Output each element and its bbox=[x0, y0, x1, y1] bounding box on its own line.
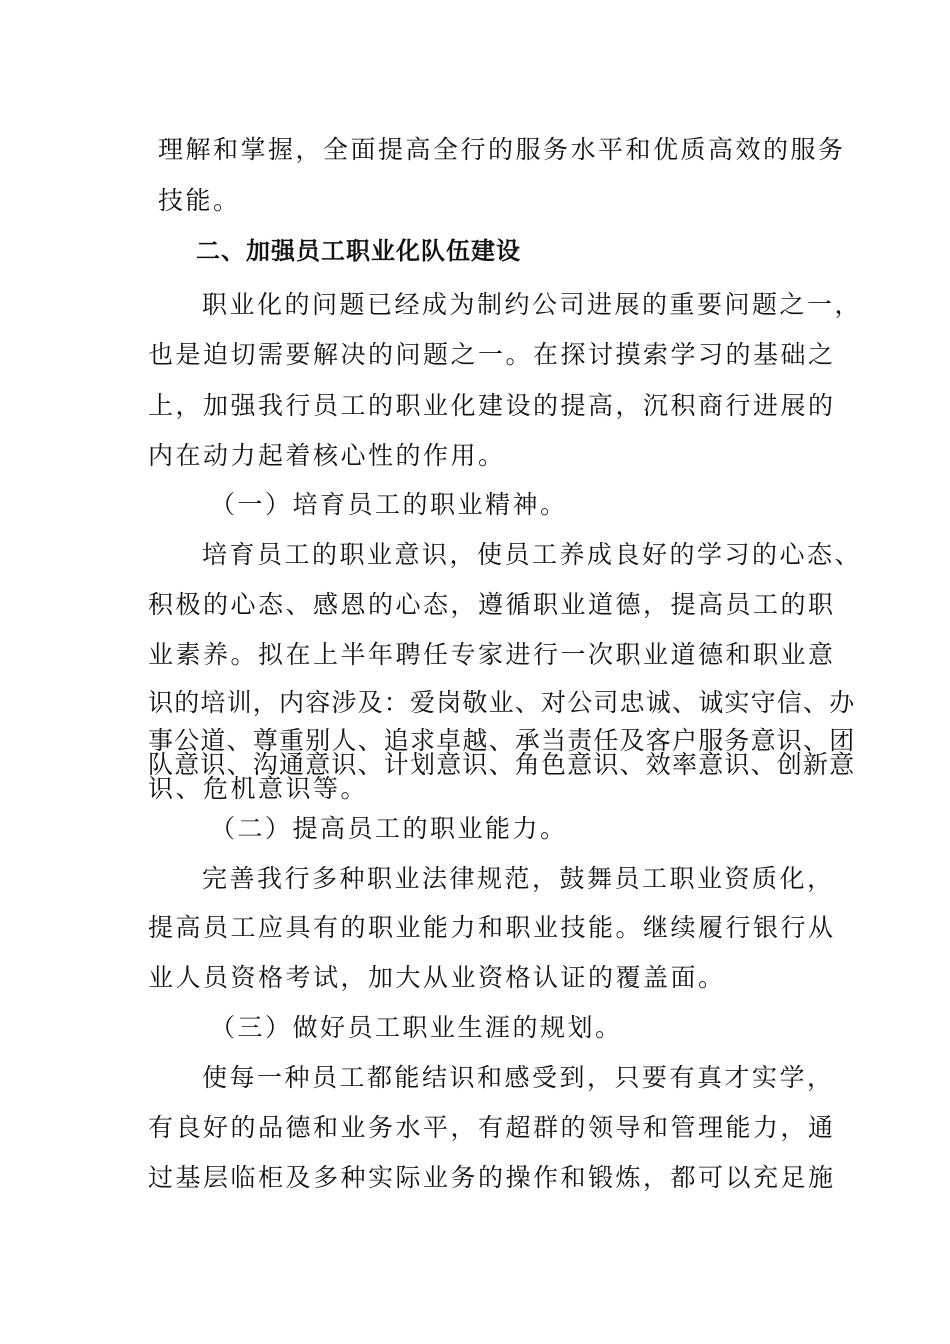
paragraph-line: 培育员工的职业意识，使员工养成良好的学习的心态、 bbox=[202, 540, 863, 569]
paragraph-line: 使每一种员工都能结识和感受到，只要有真才实学， bbox=[202, 1063, 835, 1092]
paragraph-line: 职业化的问题已经成为制约公司进展的重要问题之一， bbox=[202, 290, 863, 319]
paragraph-line: 识、危机意识等。 bbox=[148, 774, 369, 803]
paragraph-line: 完善我行多种职业法律规范，鼓舞员工职业资质化， bbox=[202, 864, 835, 893]
paragraph-line: 事公道、尊重别人、追求卓越、承当责任及客户服务意识、团 bbox=[148, 726, 856, 755]
paragraph-line: 理解和掌握，全面提高全行的服务水平和优质高效的服务 bbox=[158, 135, 846, 164]
paragraph-line: 业人员资格考试，加大从业资格认证的覆盖面。 bbox=[148, 963, 726, 992]
paragraph-line: 积极的心态、感恩的心态，遵循职业道德，提高员工的职 bbox=[148, 590, 836, 619]
paragraph-line: 过基层临柜及多种实际业务的操作和锻炼，都可以充足施 bbox=[148, 1163, 836, 1192]
subsection-heading: （一）培育员工的职业精神。 bbox=[210, 490, 568, 519]
paragraph-line: 上，加强我行员工的职业化建设的提高，沉积商行进展的 bbox=[148, 391, 836, 420]
paragraph-line: 提高员工应具有的职业能力和职业技能。继续履行银行从 bbox=[148, 913, 836, 942]
section-heading: 二、加强员工职业化队伍建设 bbox=[196, 237, 521, 265]
paragraph-line: 队意识、沟通意识、计划意识、角色意识、效率意识、创新意 bbox=[148, 750, 856, 779]
subsection-heading: （三）做好员工职业生涯的规划。 bbox=[210, 1013, 623, 1042]
paragraph-line: 技能。 bbox=[158, 186, 241, 215]
paragraph-line: 有良好的品德和业务水平，有超群的领导和管理能力，通 bbox=[148, 1113, 836, 1142]
paragraph-line: 也是迫切需要解决的问题之一。在探讨摸索学习的基础之 bbox=[148, 340, 836, 369]
paragraph-line: 内在动力起着核心性的作用。 bbox=[148, 441, 506, 470]
subsection-heading: （二）提高员工的职业能力。 bbox=[210, 814, 568, 843]
paragraph-line: 识的培训，内容涉及：爱岗敬业、对公司忠诚、诚实守信、办 bbox=[148, 688, 856, 717]
paragraph-line: 业素养。拟在上半年聘任专家进行一次职业道德和职业意 bbox=[148, 640, 836, 669]
